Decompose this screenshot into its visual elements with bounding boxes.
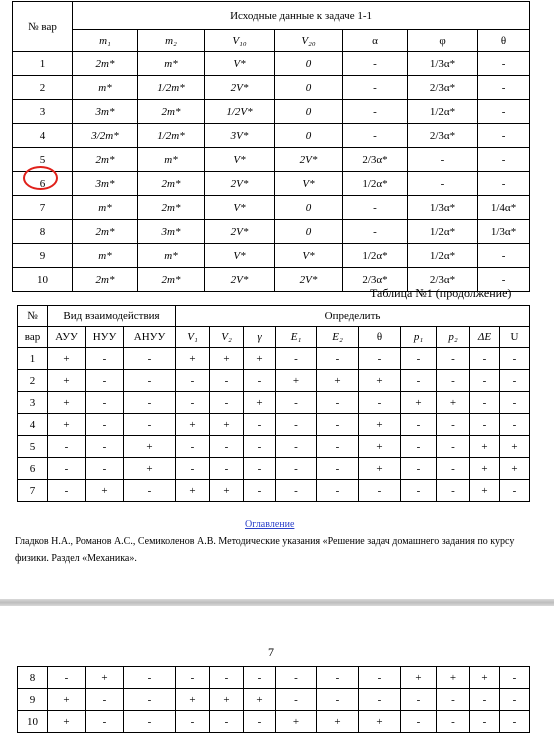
table-cell: - — [478, 100, 530, 124]
variant-number: 3 — [13, 100, 73, 124]
table-cell: - — [276, 689, 317, 711]
table-cell: - — [48, 436, 86, 458]
table-cell: 2m* — [138, 196, 205, 220]
table-cell: - — [437, 480, 470, 502]
table-cell: - — [244, 370, 276, 392]
table-cell: - — [276, 480, 317, 502]
table-cell: + — [210, 414, 244, 436]
table-cell: + — [470, 436, 500, 458]
table-cell: - — [210, 436, 244, 458]
table-cell: - — [500, 689, 530, 711]
table-cell: - — [437, 711, 470, 733]
table-cell: - — [48, 667, 86, 689]
table-row — [13, 52, 530, 76]
table-cell: - — [176, 436, 210, 458]
table-cell: 2V* — [205, 220, 275, 244]
table-cell: 0 — [275, 100, 343, 124]
table-cell: - — [124, 689, 176, 711]
interaction-table-continued — [17, 666, 530, 733]
table-cell: + — [86, 667, 124, 689]
table-cell: - — [86, 458, 124, 480]
table-cell: - — [401, 436, 437, 458]
table-cell: - — [86, 436, 124, 458]
table-cell: 2m* — [73, 52, 138, 76]
column-header: α — [343, 30, 408, 52]
table-cell: 2/3α* — [408, 268, 478, 292]
table-cell: - — [500, 348, 530, 370]
table-cell: + — [86, 480, 124, 502]
table-cell: + — [48, 392, 86, 414]
initial-data-table — [12, 1, 530, 292]
table-cell: - — [244, 414, 276, 436]
table-cell: - — [437, 370, 470, 392]
table-cell: 2V* — [275, 148, 343, 172]
table-row — [13, 124, 530, 148]
variant-number: 3 — [18, 392, 48, 414]
table-cell: - — [437, 436, 470, 458]
table-cell: - — [401, 711, 437, 733]
variant-number: 7 — [13, 196, 73, 220]
table-cell: + — [276, 711, 317, 733]
table1-group-header: Исходные данные к задаче 1-1 — [73, 2, 530, 30]
table-cell: 1/2m* — [138, 76, 205, 100]
table-cell: - — [176, 370, 210, 392]
variant-header-top: № — [18, 306, 48, 327]
table-row — [18, 458, 530, 480]
table-cell: - — [276, 436, 317, 458]
table-cell: - — [470, 348, 500, 370]
table-cell: - — [86, 370, 124, 392]
table-cell: V* — [205, 196, 275, 220]
variant-number: 2 — [18, 370, 48, 392]
column-header: АНУУ — [124, 327, 176, 348]
table-cell: 3V* — [205, 124, 275, 148]
table-cell: 3m* — [73, 100, 138, 124]
table-cell: - — [317, 458, 359, 480]
table-row — [18, 414, 530, 436]
interaction-type-header: Вид взаимодействия — [48, 306, 176, 327]
variant-number: 7 — [18, 480, 48, 502]
table-cell: - — [500, 667, 530, 689]
table-cell: - — [276, 667, 317, 689]
table-cell: - — [210, 667, 244, 689]
table-cell: - — [343, 220, 408, 244]
table-cell: - — [401, 458, 437, 480]
table-cell: - — [343, 100, 408, 124]
table-cell: + — [470, 458, 500, 480]
table-cell: + — [124, 436, 176, 458]
table-cell: V* — [205, 52, 275, 76]
variant-number: 1 — [18, 348, 48, 370]
table-cell: - — [86, 711, 124, 733]
variant-number: 6 — [18, 458, 48, 480]
table-cell: - — [276, 348, 317, 370]
table-cell: 1/3α* — [478, 220, 530, 244]
table-cell: 1/2α* — [343, 244, 408, 268]
table-cell: + — [401, 667, 437, 689]
table-cell: + — [317, 370, 359, 392]
table-cell: 3m* — [73, 172, 138, 196]
table-cell: - — [470, 370, 500, 392]
table-cell: - — [124, 667, 176, 689]
table-cell: - — [276, 458, 317, 480]
table-cell: 2V* — [205, 268, 275, 292]
table-cell: 1/2α* — [343, 172, 408, 196]
table-cell: - — [401, 370, 437, 392]
table-cell: - — [470, 689, 500, 711]
table-cell: 2m* — [138, 268, 205, 292]
table-cell: m* — [73, 196, 138, 220]
table-cell: - — [124, 480, 176, 502]
table-row — [13, 100, 530, 124]
table-cell: - — [401, 348, 437, 370]
table-cell: - — [244, 711, 276, 733]
table-cell: 2V* — [205, 172, 275, 196]
table-cell: V* — [275, 244, 343, 268]
table-cell: - — [244, 480, 276, 502]
table-row — [13, 220, 530, 244]
table-cell: - — [317, 689, 359, 711]
table-cell: - — [48, 480, 86, 502]
table-cell: 2V* — [275, 268, 343, 292]
table-cell: - — [343, 76, 408, 100]
table-cell: - — [86, 392, 124, 414]
table-cell: - — [343, 196, 408, 220]
table-row — [13, 148, 530, 172]
table-cell: + — [48, 370, 86, 392]
table-cell: m* — [138, 148, 205, 172]
reference-text: Гладков Н.А., Романов А.С., Семиколенов А.В. Методические указания «Решение задач домашнего задания по курсу физики. Раздел «Механика». — [15, 536, 515, 564]
table-cell: 1/2V* — [205, 100, 275, 124]
table-row — [18, 392, 530, 414]
table-cell: - — [86, 689, 124, 711]
interaction-table — [17, 305, 530, 502]
table-row — [18, 667, 530, 689]
table-cell: - — [478, 172, 530, 196]
variant-number: 5 — [18, 436, 48, 458]
table-cell: 1/4α* — [478, 196, 530, 220]
table-cell: - — [176, 458, 210, 480]
table-cell: - — [124, 711, 176, 733]
table-cell: - — [48, 458, 86, 480]
table-cell: - — [210, 458, 244, 480]
table-cell: - — [317, 436, 359, 458]
table-cell: 0 — [275, 220, 343, 244]
table-cell: - — [210, 370, 244, 392]
table-cell: - — [124, 370, 176, 392]
table-cell: - — [317, 392, 359, 414]
table-cell: - — [244, 667, 276, 689]
table-cell: 2m* — [73, 220, 138, 244]
column-header: p₂ — [437, 327, 470, 348]
table-cell: + — [317, 711, 359, 733]
table-cell: m* — [138, 244, 205, 268]
table-cell: - — [470, 392, 500, 414]
table-cell: 1/2α* — [408, 100, 478, 124]
table-cell: + — [359, 414, 401, 436]
variant-number: 8 — [13, 220, 73, 244]
column-header: m₂ — [138, 30, 205, 52]
table-row — [18, 348, 530, 370]
table-cell: - — [437, 414, 470, 436]
table-cell: - — [317, 348, 359, 370]
table-cell: + — [48, 711, 86, 733]
table-cell: - — [359, 480, 401, 502]
table-cell: - — [176, 392, 210, 414]
table-cell: - — [500, 370, 530, 392]
page-number: 7 — [268, 645, 274, 659]
table-cell: + — [359, 458, 401, 480]
table-cell: + — [176, 414, 210, 436]
table-cell: - — [210, 711, 244, 733]
variant-number: 1 — [13, 52, 73, 76]
table-cell: - — [359, 689, 401, 711]
toc-link[interactable]: Оглавление — [245, 519, 295, 530]
table-cell: 2V* — [205, 76, 275, 100]
table-cell: 2/3α* — [408, 76, 478, 100]
column-header: АУУ — [48, 327, 86, 348]
table-cell: - — [478, 244, 530, 268]
table-cell: - — [317, 480, 359, 502]
table-cell: - — [478, 148, 530, 172]
table-cell: + — [210, 348, 244, 370]
table-cell: V* — [205, 148, 275, 172]
table-cell: 2/3α* — [343, 268, 408, 292]
table-cell: - — [478, 52, 530, 76]
table-row — [18, 436, 530, 458]
table-cell: - — [276, 392, 317, 414]
table-cell: 2m* — [138, 172, 205, 196]
table-cell: - — [176, 711, 210, 733]
determine-header: Определить — [176, 306, 530, 327]
column-header: φ — [408, 30, 478, 52]
table-cell: - — [86, 348, 124, 370]
table-cell: 0 — [275, 124, 343, 148]
table-cell: 0 — [275, 76, 343, 100]
table-cell: 2/3α* — [343, 148, 408, 172]
column-header: V₁ — [176, 327, 210, 348]
table-cell: - — [124, 414, 176, 436]
variant-number: 5 — [13, 148, 73, 172]
table-cell: - — [437, 458, 470, 480]
table-cell: 2m* — [73, 148, 138, 172]
variant-number: 10 — [18, 711, 48, 733]
table-row — [18, 370, 530, 392]
table-row — [18, 711, 530, 733]
table-cell: 2/3α* — [408, 124, 478, 148]
column-header: V₂ — [210, 327, 244, 348]
table-cell: + — [500, 458, 530, 480]
table-cell: - — [437, 689, 470, 711]
variant-number: 4 — [13, 124, 73, 148]
variant-header: № вар — [13, 2, 73, 52]
table-cell: 1/2α* — [408, 220, 478, 244]
table-cell: - — [244, 458, 276, 480]
table-row — [13, 244, 530, 268]
column-header: θ — [359, 327, 401, 348]
table-cell: - — [317, 667, 359, 689]
table-cell: + — [401, 392, 437, 414]
table-cell: - — [408, 172, 478, 196]
table-cell: - — [500, 392, 530, 414]
table-cell: + — [48, 689, 86, 711]
column-header: V₁₀ — [205, 30, 275, 52]
column-header: V₂₀ — [275, 30, 343, 52]
table-cell: - — [276, 414, 317, 436]
table-cell: - — [500, 414, 530, 436]
table-caption: Таблица №1 (продолжение) — [370, 286, 512, 300]
table-cell: + — [500, 436, 530, 458]
table-cell: m* — [73, 244, 138, 268]
table-cell: + — [210, 480, 244, 502]
table-cell: 3/2m* — [73, 124, 138, 148]
table-cell: - — [124, 392, 176, 414]
table-cell: + — [176, 689, 210, 711]
column-header: E₁ — [276, 327, 317, 348]
table-cell: - — [478, 124, 530, 148]
variant-header-bottom: вар — [18, 327, 48, 348]
variant-number: 10 — [13, 268, 73, 292]
variant-number: 8 — [18, 667, 48, 689]
table-cell: - — [86, 414, 124, 436]
variant-number: 9 — [13, 244, 73, 268]
column-header: p₁ — [401, 327, 437, 348]
table-cell: - — [478, 268, 530, 292]
table-cell: 0 — [275, 52, 343, 76]
table-cell: + — [210, 689, 244, 711]
table-cell: - — [210, 392, 244, 414]
table-cell: + — [470, 480, 500, 502]
table-row — [13, 196, 530, 220]
variant-number: 6 — [13, 172, 73, 196]
table-cell: 1/3α* — [408, 196, 478, 220]
column-header: γ — [244, 327, 276, 348]
table-cell: - — [401, 689, 437, 711]
table-cell: - — [124, 348, 176, 370]
column-header: НУУ — [86, 327, 124, 348]
table-cell: 0 — [275, 196, 343, 220]
table-cell: + — [48, 414, 86, 436]
table-cell: + — [359, 370, 401, 392]
table-cell: - — [244, 436, 276, 458]
table-cell: - — [359, 348, 401, 370]
table-cell: - — [470, 711, 500, 733]
table-cell: - — [359, 667, 401, 689]
table-cell: - — [401, 480, 437, 502]
table-cell: - — [176, 667, 210, 689]
table-cell: m* — [73, 76, 138, 100]
table-row — [13, 172, 530, 196]
table-cell: + — [244, 689, 276, 711]
table-cell: 1/2α* — [408, 244, 478, 268]
table-cell: 2m* — [138, 100, 205, 124]
variant-number: 2 — [13, 76, 73, 100]
variant-number: 9 — [18, 689, 48, 711]
table-cell: + — [276, 370, 317, 392]
table-row — [18, 480, 530, 502]
table-cell: - — [359, 392, 401, 414]
table-cell: 2m* — [73, 268, 138, 292]
table-cell: V* — [275, 172, 343, 196]
table-row — [18, 689, 530, 711]
table-cell: - — [437, 348, 470, 370]
column-header: U — [500, 327, 530, 348]
table-cell: + — [359, 436, 401, 458]
table-cell: + — [48, 348, 86, 370]
column-header: m₁ — [73, 30, 138, 52]
column-header: ΔE — [470, 327, 500, 348]
column-header: E₂ — [317, 327, 359, 348]
table-cell: + — [244, 348, 276, 370]
table-cell: m* — [138, 52, 205, 76]
table-cell: - — [343, 124, 408, 148]
table-cell: + — [359, 711, 401, 733]
page-separator — [0, 599, 554, 606]
table-cell: + — [470, 667, 500, 689]
variant-number: 4 — [18, 414, 48, 436]
table-cell: - — [408, 148, 478, 172]
table-cell: + — [437, 392, 470, 414]
table-cell: + — [437, 667, 470, 689]
table-cell: - — [401, 414, 437, 436]
table-cell: - — [343, 52, 408, 76]
table-cell: - — [317, 414, 359, 436]
table-cell: 3m* — [138, 220, 205, 244]
table-cell: + — [244, 392, 276, 414]
table-cell: - — [470, 414, 500, 436]
column-header: θ — [478, 30, 530, 52]
table-cell: + — [124, 458, 176, 480]
table-cell: 1/2m* — [138, 124, 205, 148]
table-cell: + — [176, 348, 210, 370]
table-row — [13, 76, 530, 100]
table-cell: - — [500, 711, 530, 733]
table-cell: 1/3α* — [408, 52, 478, 76]
table-cell: - — [478, 76, 530, 100]
table-cell: V* — [205, 244, 275, 268]
table-cell: - — [500, 480, 530, 502]
table-cell: + — [176, 480, 210, 502]
